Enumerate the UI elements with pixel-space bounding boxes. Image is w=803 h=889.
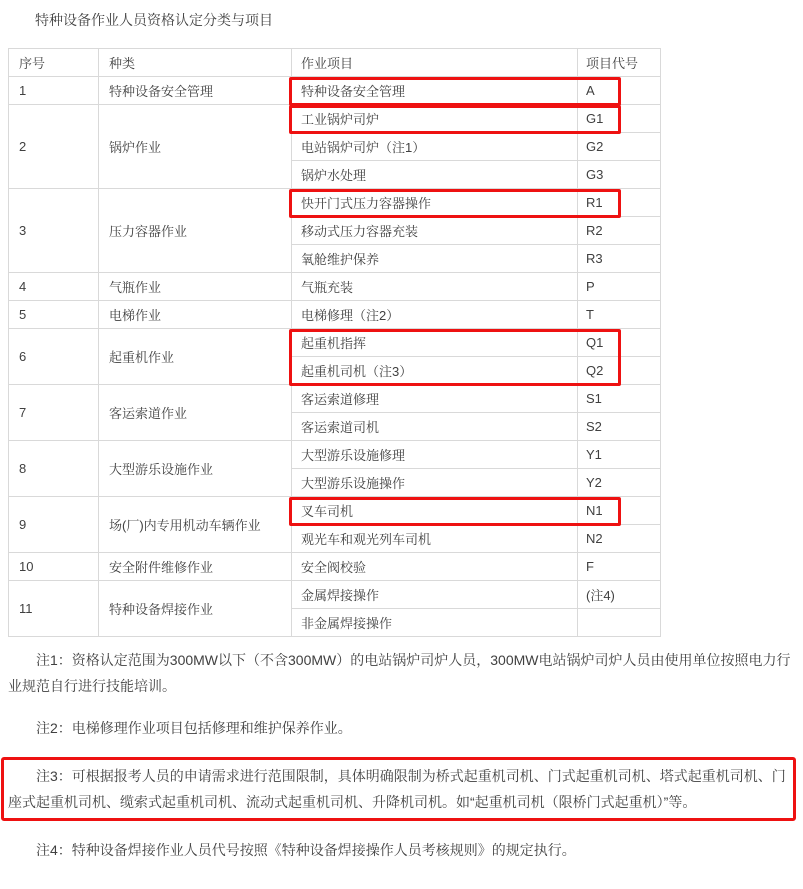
serial-cell: 9 — [9, 497, 99, 553]
code-cell: R1 — [578, 189, 661, 217]
category-cell: 特种设备焊接作业 — [99, 581, 292, 637]
code-cell: Y2 — [578, 469, 661, 497]
category-cell: 锅炉作业 — [99, 105, 292, 189]
project-cell: 观光车和观光列车司机 — [292, 525, 578, 553]
note: 注2：电梯修理作业项目包括修理和维护保养作业。 — [36, 720, 352, 736]
project-cell: 锅炉水处理 — [292, 161, 578, 189]
header-row — [9, 49, 661, 77]
qualification-table-wrap — [8, 48, 660, 637]
serial-cell: 2 — [9, 105, 99, 189]
code-cell: Y1 — [578, 441, 661, 469]
table-head — [9, 49, 661, 77]
project-cell: 金属焊接操作 — [292, 581, 578, 609]
table-row — [9, 301, 661, 329]
table-row — [9, 329, 661, 357]
project-cell: 非金属焊接操作 — [292, 609, 578, 637]
code-cell: G2 — [578, 133, 661, 161]
project-cell: 快开门式压力容器操作 — [292, 189, 578, 217]
project-cell: 安全阀校验 — [292, 553, 578, 581]
column-header: 项目代号 — [578, 49, 661, 77]
category-cell: 特种设备安全管理 — [99, 77, 292, 105]
category-cell: 大型游乐设施作业 — [99, 441, 292, 497]
serial-cell: 6 — [9, 329, 99, 385]
project-cell: 客运索道修理 — [292, 385, 578, 413]
category-cell: 压力容器作业 — [99, 189, 292, 273]
serial-cell: 1 — [9, 77, 99, 105]
table-row — [9, 385, 661, 413]
code-cell: P — [578, 273, 661, 301]
table-row — [9, 273, 661, 301]
category-cell: 气瓶作业 — [99, 273, 292, 301]
code-cell: S1 — [578, 385, 661, 413]
code-cell: S2 — [578, 413, 661, 441]
code-cell: G1 — [578, 105, 661, 133]
serial-cell: 11 — [9, 581, 99, 637]
serial-cell: 8 — [9, 441, 99, 497]
project-cell: 气瓶充装 — [292, 273, 578, 301]
code-cell: N1 — [578, 497, 661, 525]
table-row — [9, 581, 661, 609]
category-cell: 场(厂)内专用机动车辆作业 — [99, 497, 292, 553]
code-cell: A — [578, 77, 661, 105]
notes-section — [8, 647, 795, 889]
code-cell: (注4) — [578, 581, 661, 609]
table-body — [9, 77, 661, 637]
page-title: 特种设备作业人员资格认定分类与项目 — [35, 12, 273, 28]
category-cell: 客运索道作业 — [99, 385, 292, 441]
note: 注4：特种设备焊接作业人员代号按照《特种设备焊接操作人员考核规则》的规定执行。 — [36, 842, 576, 858]
code-cell — [578, 609, 661, 637]
project-cell: 氧舱维护保养 — [292, 245, 578, 273]
column-header: 作业项目 — [292, 49, 578, 77]
qualification-table — [8, 48, 661, 637]
table-row — [9, 497, 661, 525]
code-cell: R2 — [578, 217, 661, 245]
column-header: 序号 — [9, 49, 99, 77]
code-cell: R3 — [578, 245, 661, 273]
table-row — [9, 553, 661, 581]
category-cell: 起重机作业 — [99, 329, 292, 385]
category-cell: 安全附件维修作业 — [99, 553, 292, 581]
project-cell: 电梯修理（注2） — [292, 301, 578, 329]
code-cell: G3 — [578, 161, 661, 189]
project-cell: 叉车司机 — [292, 497, 578, 525]
column-header: 种类 — [99, 49, 292, 77]
project-cell: 特种设备安全管理 — [292, 77, 578, 105]
project-cell: 起重机指挥 — [292, 329, 578, 357]
code-cell: F — [578, 553, 661, 581]
note-highlighted: 注3：可根据报考人员的申请需求进行范围限制，具体明确限制为桥式起重机司机、门式起重机司机、塔式起重机司机、门座式起重机司机、缆索式起重机司机、流动式起重机司机、升降机司机。如“起重机司机（限桥门式起重机）”等。 — [1, 757, 796, 821]
table-row — [9, 189, 661, 217]
serial-cell: 7 — [9, 385, 99, 441]
code-cell: T — [578, 301, 661, 329]
project-cell: 移动式压力容器充装 — [292, 217, 578, 245]
project-cell: 大型游乐设施操作 — [292, 469, 578, 497]
category-cell: 电梯作业 — [99, 301, 292, 329]
project-cell: 大型游乐设施修理 — [292, 441, 578, 469]
note: 注1：资格认定范围为300MW以下（不含300MW）的电站锅炉司炉人员，300MW电站锅炉司炉人员由使用单位按照电力行业规范自行进行技能培训。 — [8, 652, 791, 694]
code-cell: N2 — [578, 525, 661, 553]
table-row — [9, 441, 661, 469]
table-row — [9, 77, 661, 105]
code-cell: Q2 — [578, 357, 661, 385]
project-cell: 电站锅炉司炉（注1） — [292, 133, 578, 161]
serial-cell: 5 — [9, 301, 99, 329]
serial-cell: 4 — [9, 273, 99, 301]
serial-cell: 3 — [9, 189, 99, 273]
project-cell: 工业锅炉司炉 — [292, 105, 578, 133]
project-cell: 客运索道司机 — [292, 413, 578, 441]
table-row — [9, 105, 661, 133]
serial-cell: 10 — [9, 553, 99, 581]
project-cell: 起重机司机（注3） — [292, 357, 578, 385]
code-cell: Q1 — [578, 329, 661, 357]
